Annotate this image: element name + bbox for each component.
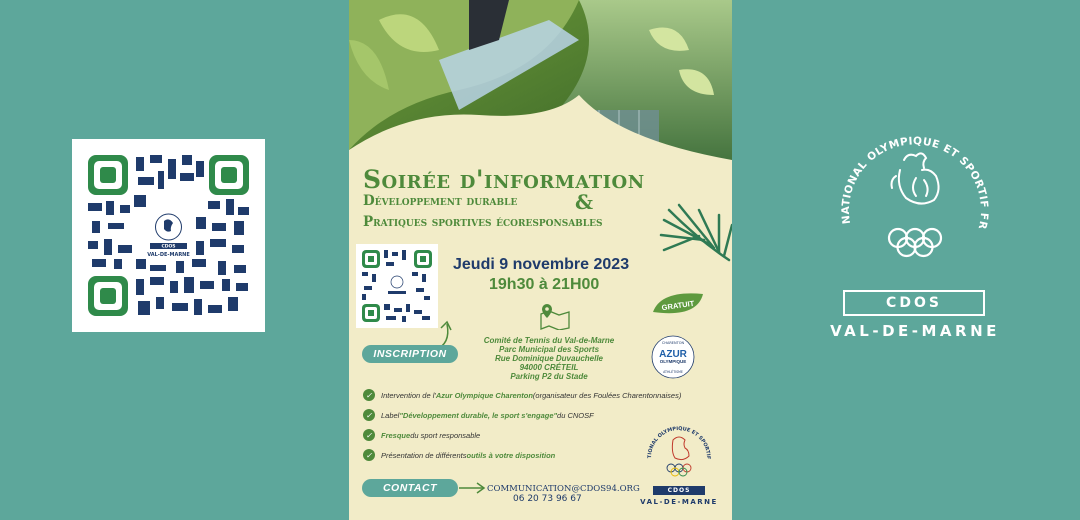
gratuit-badge bbox=[651, 290, 705, 320]
qr-logo-label: CDOS bbox=[161, 244, 176, 250]
address-line: Parking P2 du Stade bbox=[510, 372, 588, 381]
cdos-logo bbox=[820, 120, 1010, 350]
arrow-icon bbox=[459, 480, 487, 496]
list-item: ✓ Fresque du sport responsable bbox=[363, 428, 480, 442]
poster-subtitle-2: Pratiques sportives écoresponsables bbox=[363, 214, 603, 230]
address-line: Rue Dominique Duvauchelle bbox=[494, 354, 604, 363]
inscription-button[interactable]: INSCRIPTION bbox=[362, 345, 458, 363]
cdos-logo-small bbox=[639, 420, 719, 520]
poster-title: Soirée d'information bbox=[363, 165, 645, 194]
qr-code-icon bbox=[362, 250, 432, 322]
azur-bottom: ATHLÉTISME bbox=[663, 370, 683, 374]
address-line: Comité de Tennis du Val-de-Marne bbox=[483, 336, 615, 345]
logo-box-label: CDOS bbox=[843, 290, 985, 316]
event-address bbox=[474, 336, 624, 381]
logo-region: VAL-DE-MARNE bbox=[830, 322, 1000, 340]
leaf-badge-icon bbox=[651, 290, 705, 320]
check-icon: ✓ bbox=[363, 429, 375, 441]
check-icon: ✓ bbox=[363, 449, 375, 461]
small-logo-box: CDOS bbox=[653, 486, 705, 495]
rooster-icon bbox=[820, 120, 1010, 280]
qr-logo-region: VAL-DE-MARNE bbox=[147, 252, 190, 258]
event-poster bbox=[349, 0, 732, 520]
azur-sub: OLYMPIQUE bbox=[659, 359, 687, 364]
check-icon: ✓ bbox=[363, 389, 375, 401]
qr-code-large[interactable] bbox=[72, 139, 265, 332]
palm-leaf-icon bbox=[659, 200, 732, 280]
small-logo-arc-text: TIONAL OLYMPIQUE ET SPORTIF bbox=[646, 425, 712, 460]
qr-code-icon bbox=[88, 155, 249, 316]
map-pin-icon bbox=[537, 304, 573, 330]
svg-text:COMITÉ NATIONAL OLYMPIQUE ET S bbox=[820, 120, 990, 231]
azur-top: CHARENTON bbox=[661, 341, 685, 345]
small-logo-region: VAL-DE-MARNE bbox=[640, 498, 718, 506]
contact-email[interactable]: COMMUNICATION@CDOS94.ORG bbox=[487, 484, 640, 494]
rooster-icon bbox=[639, 420, 719, 486]
azur-main: AZUR bbox=[659, 349, 687, 360]
list-item: ✓ Intervention de l' Azur Olympique Charenton (organisateur des Foulées Charentonnaises) bbox=[363, 388, 681, 402]
poster-ampersand: & bbox=[575, 190, 594, 214]
check-icon: ✓ bbox=[363, 409, 375, 421]
event-time: 19h30 à 21H00 bbox=[489, 276, 600, 293]
event-date: Jeudi 9 novembre 2023 bbox=[453, 256, 630, 273]
contact-phone[interactable]: 06 20 73 96 67 bbox=[513, 494, 582, 504]
svg-text:COMITÉ NATIONAL OLYMPIQUE ET S bbox=[639, 420, 711, 459]
address-line: 94000 CRÉTEIL bbox=[519, 363, 579, 372]
list-item: ✓ Présentation de différents outils à votre disposition bbox=[363, 448, 555, 462]
qr-code-small[interactable] bbox=[356, 244, 438, 328]
list-item: ✓ Label "Développement durable, le sport s'engage" du CNOSF bbox=[363, 408, 594, 422]
gratuit-label: GRATUIT bbox=[661, 298, 695, 313]
poster-subtitle-1: Développement durable bbox=[363, 193, 518, 209]
logo-arc-text: NATIONAL OLYMPIQUE ET SPORTIF FR bbox=[839, 135, 991, 231]
azur-olympique-logo bbox=[651, 335, 695, 379]
address-line: Parc Municipal des Sports bbox=[498, 345, 600, 354]
contact-button[interactable]: CONTACT bbox=[362, 479, 458, 497]
